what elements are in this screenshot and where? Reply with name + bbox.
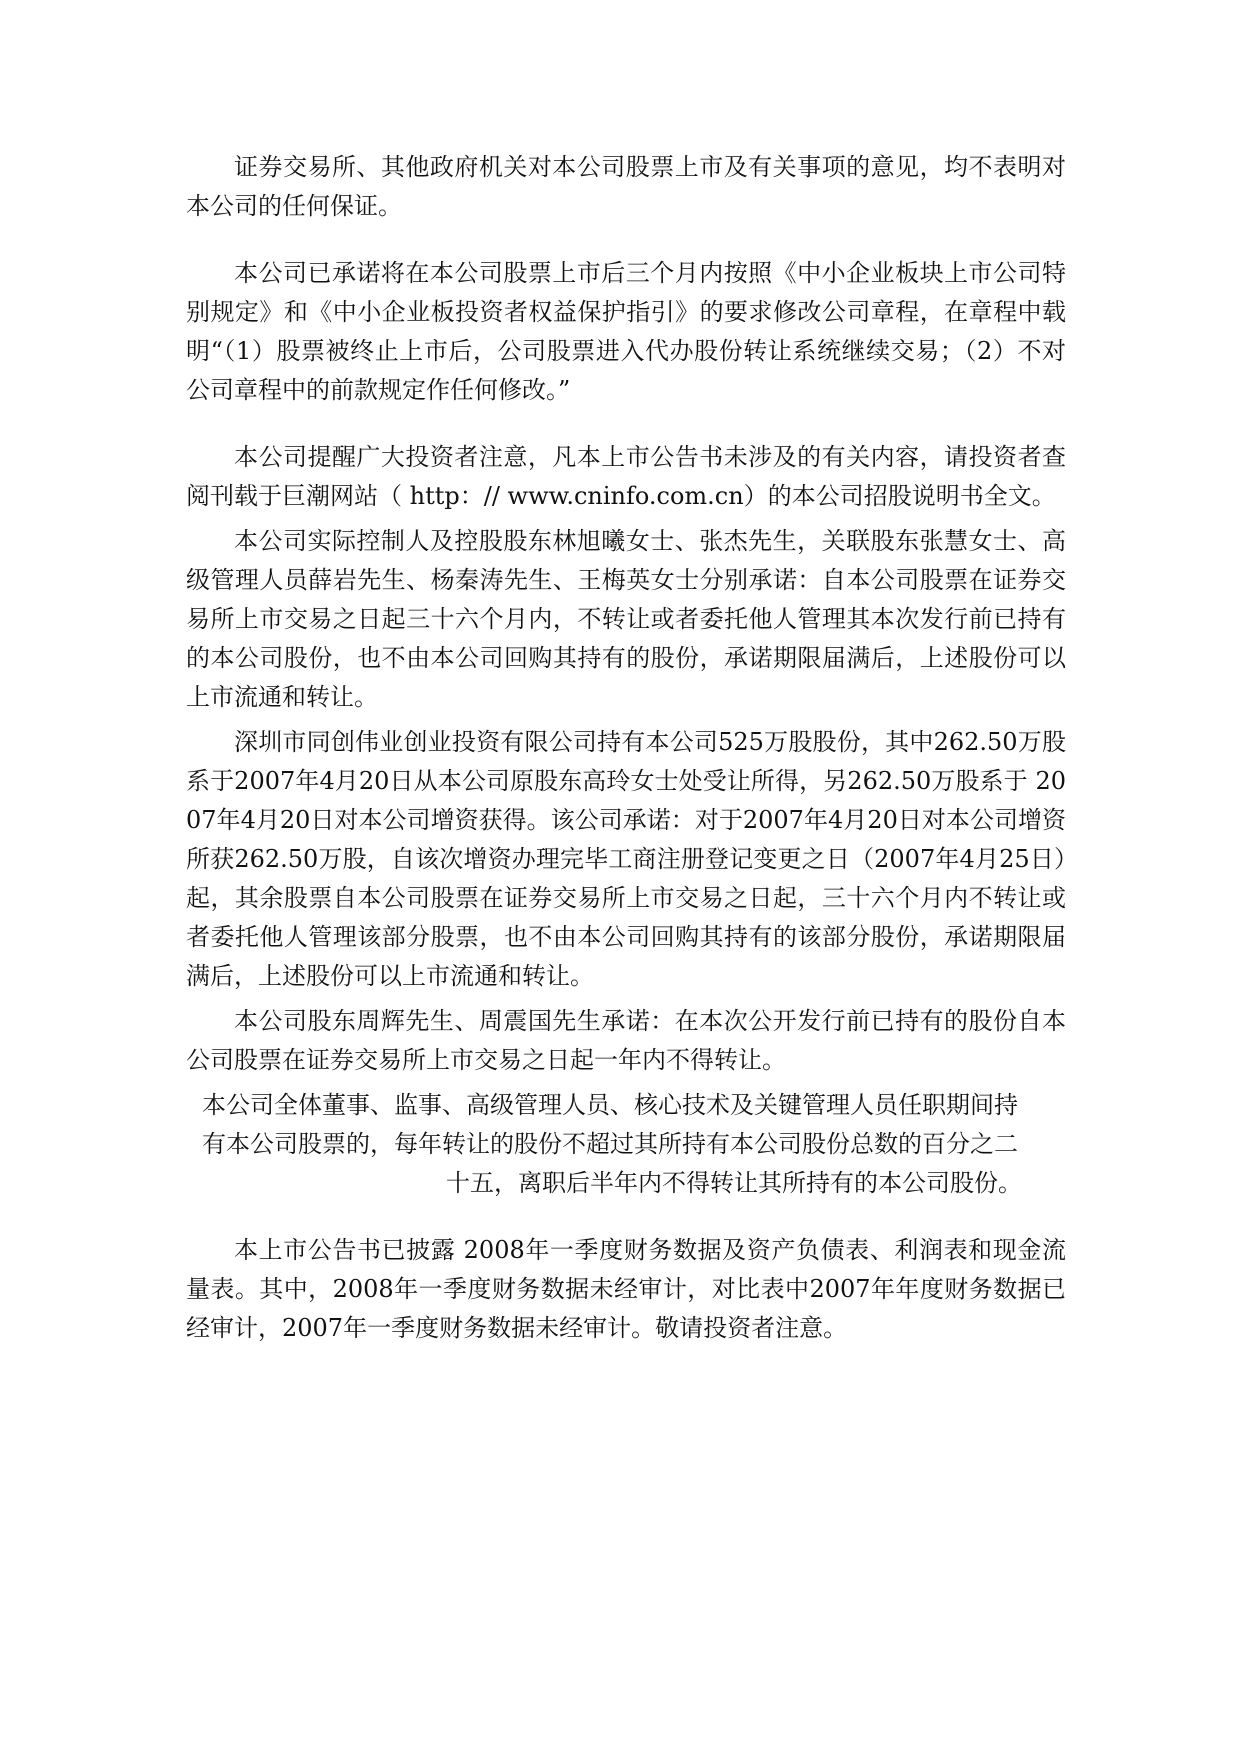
paragraph-controller-lockup: 本公司实际控制人及控股股东林旭曦女士、张杰先生，关联股东张慧女士、高级管理人员薛岩先生、杨秦涛先生、王梅英女士分别承诺：自本公司股票在证券交易所上市交易之日起三十六个月内，不转让或者委托他人管理其本次发行前已持有的本公司股份，也不由本公司回购其持有的股份，承诺期限届满后，上述股份可以上市流通和转让。	[186, 527, 1066, 711]
paragraph-exchange-disclaimer: 证券交易所、其他政府机关对本公司股票上市及有关事项的意见，均不表明对本公司的任何保证。	[186, 153, 1066, 220]
paragraph-shareholder-lockup: 本公司股东周辉先生、周震国先生承诺：在本次公开发行前已持有的股份自本公司股票在证券交易所上市交易之日起一年内不得转让。	[186, 1007, 1066, 1074]
director-lockup-line-2: 有本公司股票的，每年转让的股份不超过其所持有本公司股份总数的百分之二	[202, 1130, 1018, 1158]
paragraph-articles-amendment: 本公司已承诺将在本公司股票上市后三个月内按照《中小企业板块上市公司特别规定》和《中小企业板投资者权益保护指引》的要求修改公司章程，在章程中载明“（1）股票被终止上市后，公司股票进入代办股份转让系统继续交易；（2）不对公司章程中的前款规定作任何修改。”	[186, 259, 1066, 404]
director-lockup-line-1: 本公司全体董事、监事、高级管理人员、核心技术及关键管理人员任职期间持	[202, 1091, 1018, 1119]
document-page	[186, 148, 1066, 1348]
paragraph-investor-notice: 本公司提醒广大投资者注意，凡本上市公告书未涉及的有关内容，请投资者查阅刊载于巨潮网站（ http：// www.cninfo.com.cn）的本公司招股说明书全文。	[186, 443, 1066, 510]
paragraph-financial-disclosure: 本上市公告书已披露 2008年一季度财务数据及资产负债表、利润表和现金流量表。其中，2008年一季度财务数据未经审计，对比表中2007年年度财务数据已经审计，2007年一季度财务数据未经审计。敬请投资者注意。	[186, 1236, 1066, 1342]
director-lockup-line-3: 十五，离职后半年内不得转让其所持有的本公司股份。	[446, 1169, 1022, 1197]
paragraph-director-lockup	[186, 1086, 1066, 1203]
paragraph-investor-lockup: 深圳市同创伟业创业投资有限公司持有本公司525万股股份，其中262.50万股系于2007年4月20日从本公司原股东高玲女士处受让所得，另262.50万股系于 2007年4月20日对本公司增资获得。该公司承诺：对于2007年4月20日对本公司增资所获262.50万股，自该次增资办理完毕工商注册登记变更之日（2007年4月25日）起，其余股票自本公司股票在证券交易所上市交易之日起，三十六个月内不转让或者委托他人管理该部分股票，也不由本公司回购其持有的该部分股份，承诺期限届满后，上述股份可以上市流通和转让。	[186, 728, 1066, 990]
